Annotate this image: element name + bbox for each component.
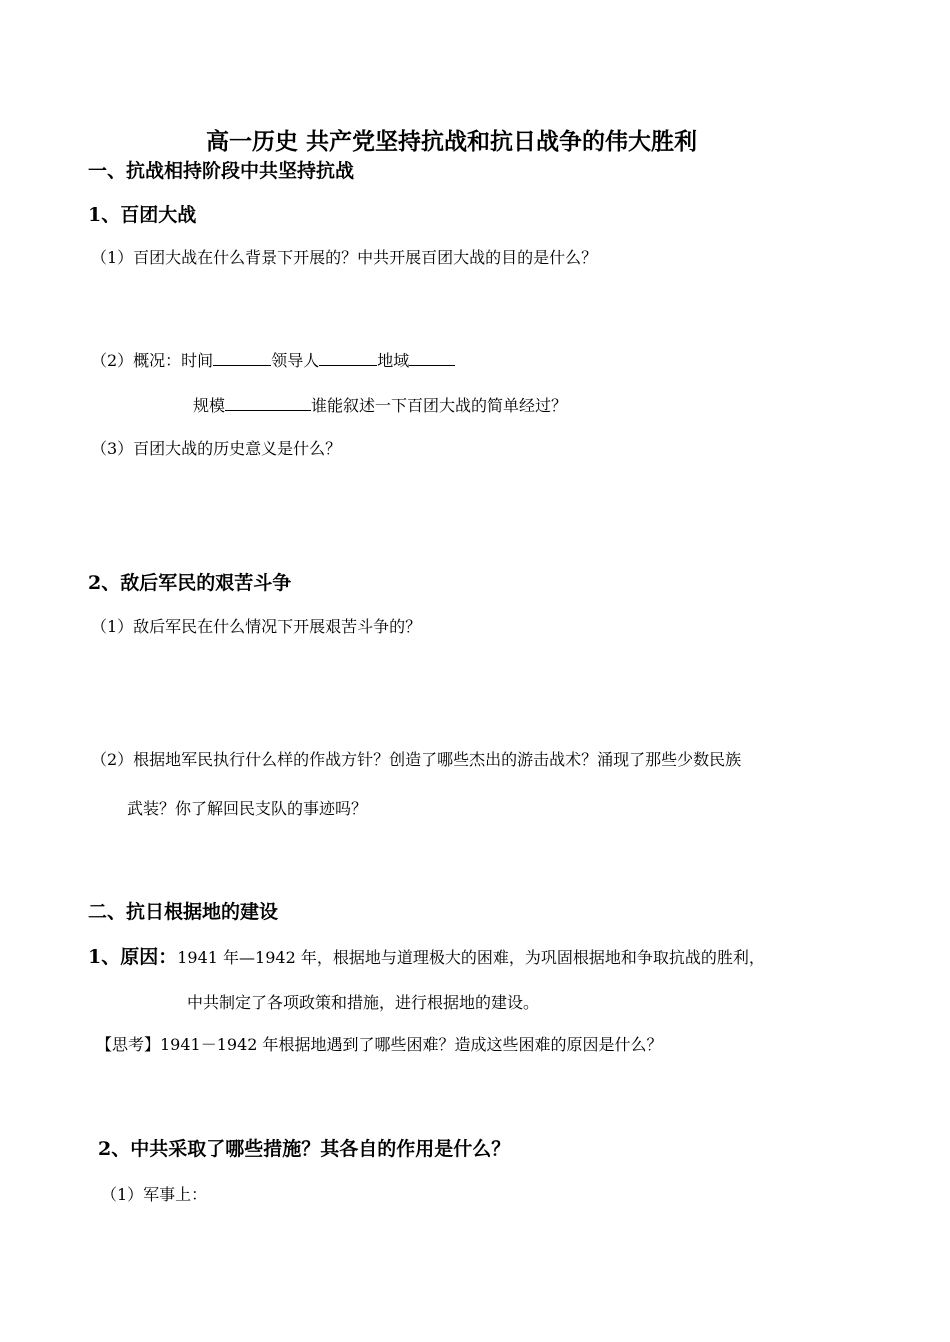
reason-label: 1、原因： (88, 946, 178, 968)
overview-time-label: （2）概况：时间 (91, 351, 214, 370)
subsection-struggle-heading: 2、敌后军民的艰苦斗争 (88, 572, 292, 594)
blank-leader (319, 348, 377, 366)
question-overview-line2 (193, 393, 567, 416)
subsection-hundred-regiments-heading: 1、百团大战 (88, 204, 197, 226)
overview-leader-label: 领导人 (271, 351, 320, 370)
section2-heading: 二、抗日根据地的建设 (88, 901, 279, 923)
blank-scale (225, 393, 311, 411)
blank-time (213, 348, 271, 366)
overview-region-label: 地域 (377, 351, 410, 370)
question-tactics-line1: （2）根据地军民执行什么样的作战方针？创造了哪些杰出的游击战术？涌现了那些少数民族 (91, 750, 742, 769)
reason-text: 1941 年—1942 年，根据地与道理极大的困难，为巩固根据地和争取抗战的胜利， (177, 948, 765, 967)
blank-region (409, 348, 455, 366)
page-title: 高一历史 共产党坚持抗战和抗日战争的伟大胜利 (206, 128, 698, 155)
measures-heading: 2、中共采取了哪些措施？其各自的作用是什么？ (98, 1138, 511, 1160)
reason-line1 (88, 942, 765, 969)
question-struggle-conditions: （1）敌后军民在什么情况下开展艰苦斗争的？ (91, 617, 422, 636)
think-question: 【思考】1941－1942 年根据地遇到了哪些困难？造成这些困难的原因是什么？ (96, 1035, 663, 1054)
overview-tail: 谁能叙述一下百团大战的简单经过？ (311, 396, 568, 415)
question-overview-line1 (91, 348, 455, 371)
reason-line2: 中共制定了各项政策和措施，进行根据地的建设。 (187, 993, 540, 1012)
military-question: （1）军事上： (101, 1185, 208, 1204)
question-significance: （3）百团大战的历史意义是什么？ (91, 439, 342, 458)
question-background: （1）百团大战在什么背景下开展的？中共开展百团大战的目的是什么？ (91, 248, 598, 267)
section1-heading: 一、抗战相持阶段中共坚持抗战 (88, 160, 355, 182)
question-tactics-line2: 武装？你了解回民支队的事迹吗？ (127, 799, 368, 818)
overview-scale-label: 规模 (193, 396, 226, 415)
